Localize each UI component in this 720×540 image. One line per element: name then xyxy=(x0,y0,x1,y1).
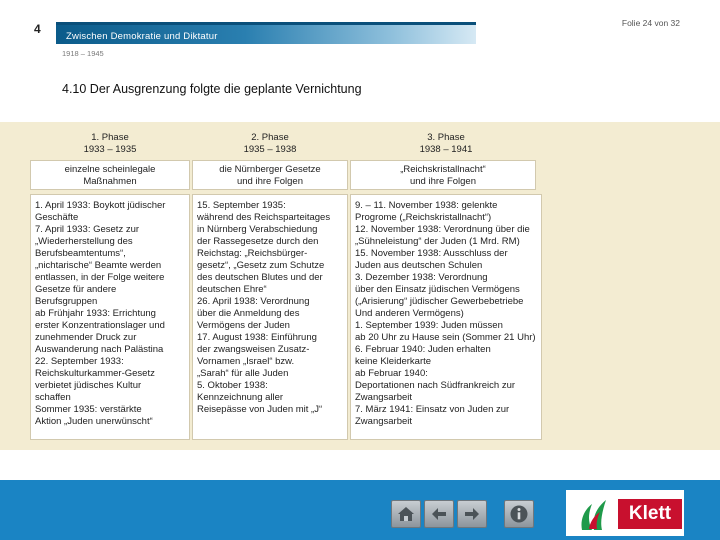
detail-line: über den Einsatz jüdischen Vermögens xyxy=(355,284,520,295)
brand-name: Klett xyxy=(618,499,682,529)
detail-line: „Wiederherstellung des xyxy=(35,236,133,247)
content-panel xyxy=(0,122,720,450)
phase-topic-box xyxy=(350,160,536,190)
topic-line: Maßnahmen xyxy=(83,176,137,187)
detail-line: schaffen xyxy=(35,392,71,403)
chapter-period: 1918 – 1945 xyxy=(62,49,104,58)
detail-line: während des Reichsparteitages xyxy=(197,212,331,223)
detail-line: „nichtarische“ Beamte werden xyxy=(35,260,162,271)
detail-line: Zwangsarbeit xyxy=(355,392,413,403)
topic-line: „Reichskristallnacht“ xyxy=(400,164,486,175)
detail-line: Gesetze für andere xyxy=(35,284,117,295)
info-icon xyxy=(509,504,529,524)
detail-line: erster Konzentrationslager und xyxy=(35,320,165,331)
back-button[interactable] xyxy=(424,500,454,528)
detail-line: gesetz“, „Gesetz zum Schutze xyxy=(197,260,325,271)
chapter-header-topline xyxy=(56,22,476,25)
chapter-number: 4 xyxy=(34,22,41,36)
detail-line: 5. Oktober 1938: xyxy=(197,380,268,391)
phase-years: 1935 – 1938 xyxy=(243,144,297,155)
publisher-logo xyxy=(566,490,684,536)
detail-line: 26. April 1938: Verordnung xyxy=(197,296,310,307)
detail-line: „Sühneleistung“ der Juden (1 Mrd. RM) xyxy=(355,236,520,247)
detail-line: verbietet jüdisches Kultur xyxy=(35,380,142,391)
detail-line: Reichstag: „Reichsbürger- xyxy=(197,248,308,259)
detail-line: 1. April 1933: Boykott jüdischer xyxy=(35,200,166,211)
detail-line: Reichskulturkammer-Gesetz xyxy=(35,368,155,379)
phase-heading xyxy=(30,132,190,156)
phase-label: 1. Phase xyxy=(91,132,129,143)
topic-line: die Nürnberger Gesetze xyxy=(219,164,321,175)
phase-label: 2. Phase xyxy=(251,132,289,143)
detail-line: des deutschen Blutes und der xyxy=(197,272,323,283)
detail-line: 6. Februar 1940: Juden erhalten xyxy=(355,344,491,355)
detail-line: Zwangsarbeit xyxy=(355,416,413,427)
phase-heading xyxy=(192,132,348,156)
slide-title: 4.10 Der Ausgrenzung folgte die geplante Vernichtung xyxy=(62,82,362,96)
detail-line: Auswanderung nach Palästina xyxy=(35,344,164,355)
forward-button[interactable] xyxy=(457,500,487,528)
detail-line: deutschen Ehre“ xyxy=(197,284,267,295)
detail-line: 3. Dezember 1938: Verordnung xyxy=(355,272,488,283)
detail-line: 15. September 1935: xyxy=(197,200,286,211)
detail-line: 17. August 1938: Einführung xyxy=(197,332,317,343)
forward-arrow-icon xyxy=(463,506,481,522)
detail-line: Reisepässe von Juden mit „J“ xyxy=(197,404,323,415)
detail-line: ab 20 Uhr zu Hause sein (Sommer 21 Uhr) xyxy=(355,332,536,343)
detail-line: ab Februar 1940: xyxy=(355,368,428,379)
info-button[interactable] xyxy=(504,500,534,528)
detail-line: 22. September 1933: xyxy=(35,356,124,367)
phase-years: 1938 – 1941 xyxy=(419,144,473,155)
phase-heading xyxy=(350,132,542,156)
detail-line: 1. September 1939: Juden müssen xyxy=(355,320,503,331)
detail-line: Juden aus deutschen Schulen xyxy=(355,260,483,271)
detail-line: entlassen, in der Folge weitere xyxy=(35,272,165,283)
chapter-title: Zwischen Demokratie und Diktatur xyxy=(66,31,218,42)
phase-details-box xyxy=(30,194,190,440)
detail-line: Berufsbeamtentums“, xyxy=(35,248,126,259)
detail-line: Geschäfte xyxy=(35,212,79,223)
detail-line: 7. März 1941: Einsatz von Juden zur xyxy=(355,404,510,415)
detail-line: keine Kleiderkarte xyxy=(355,356,432,367)
detail-line: Deportationen nach Südfrankreich zur xyxy=(355,380,516,391)
detail-line: „Sarah“ für alle Juden xyxy=(197,368,289,379)
detail-line: Sommer 1935: verstärkte xyxy=(35,404,142,415)
phase-years: 1933 – 1935 xyxy=(83,144,137,155)
phase-details-box xyxy=(192,194,348,440)
detail-line: Und anderen Vermögens) xyxy=(355,308,464,319)
detail-line: 9. – 11. November 1938: gelenkte xyxy=(355,200,498,211)
detail-line: Berufsgruppen xyxy=(35,296,98,307)
detail-line: 15. November 1938: Ausschluss der xyxy=(355,248,508,259)
phase-details-box xyxy=(350,194,542,440)
detail-line: Kennzeichnung aller xyxy=(197,392,284,403)
detail-line: Vermögens der Juden xyxy=(197,320,290,331)
topic-line: und ihre Folgen xyxy=(236,176,304,187)
phase-topic-box xyxy=(30,160,190,190)
klett-leaf-icon xyxy=(574,496,612,532)
detail-line: in Nürnberg Verabschiedung xyxy=(197,224,318,235)
detail-line: ab Frühjahr 1933: Errichtung xyxy=(35,308,156,319)
phase-topic-box xyxy=(192,160,348,190)
detail-line: („Arisierung“ jüdischer Gewerbebetriebe xyxy=(355,296,524,307)
phase-label: 3. Phase xyxy=(427,132,465,143)
detail-line: Progrome („Reichskristallnacht“) xyxy=(355,212,492,223)
topic-line: und ihre Folgen xyxy=(409,176,477,187)
detail-line: über die Anmeldung des xyxy=(197,308,300,319)
home-button[interactable] xyxy=(391,500,421,528)
detail-line: zunehmender Druck zur xyxy=(35,332,137,343)
detail-line: 7. April 1933: Gesetz zur xyxy=(35,224,140,235)
slide-counter: Folie 24 von 32 xyxy=(621,18,680,28)
detail-line: Aktion „Juden unerwünscht“ xyxy=(35,416,153,427)
house-icon xyxy=(396,505,416,523)
detail-line: der zwangsweisen Zusatz- xyxy=(197,344,310,355)
back-arrow-icon xyxy=(430,506,448,522)
detail-line: Vornamen „Israel“ bzw. xyxy=(197,356,295,367)
detail-line: 12. November 1938: Verordnung über die xyxy=(355,224,530,235)
topic-line: einzelne scheinlegale xyxy=(64,164,156,175)
detail-line: der Rassegesetze durch den xyxy=(197,236,319,247)
